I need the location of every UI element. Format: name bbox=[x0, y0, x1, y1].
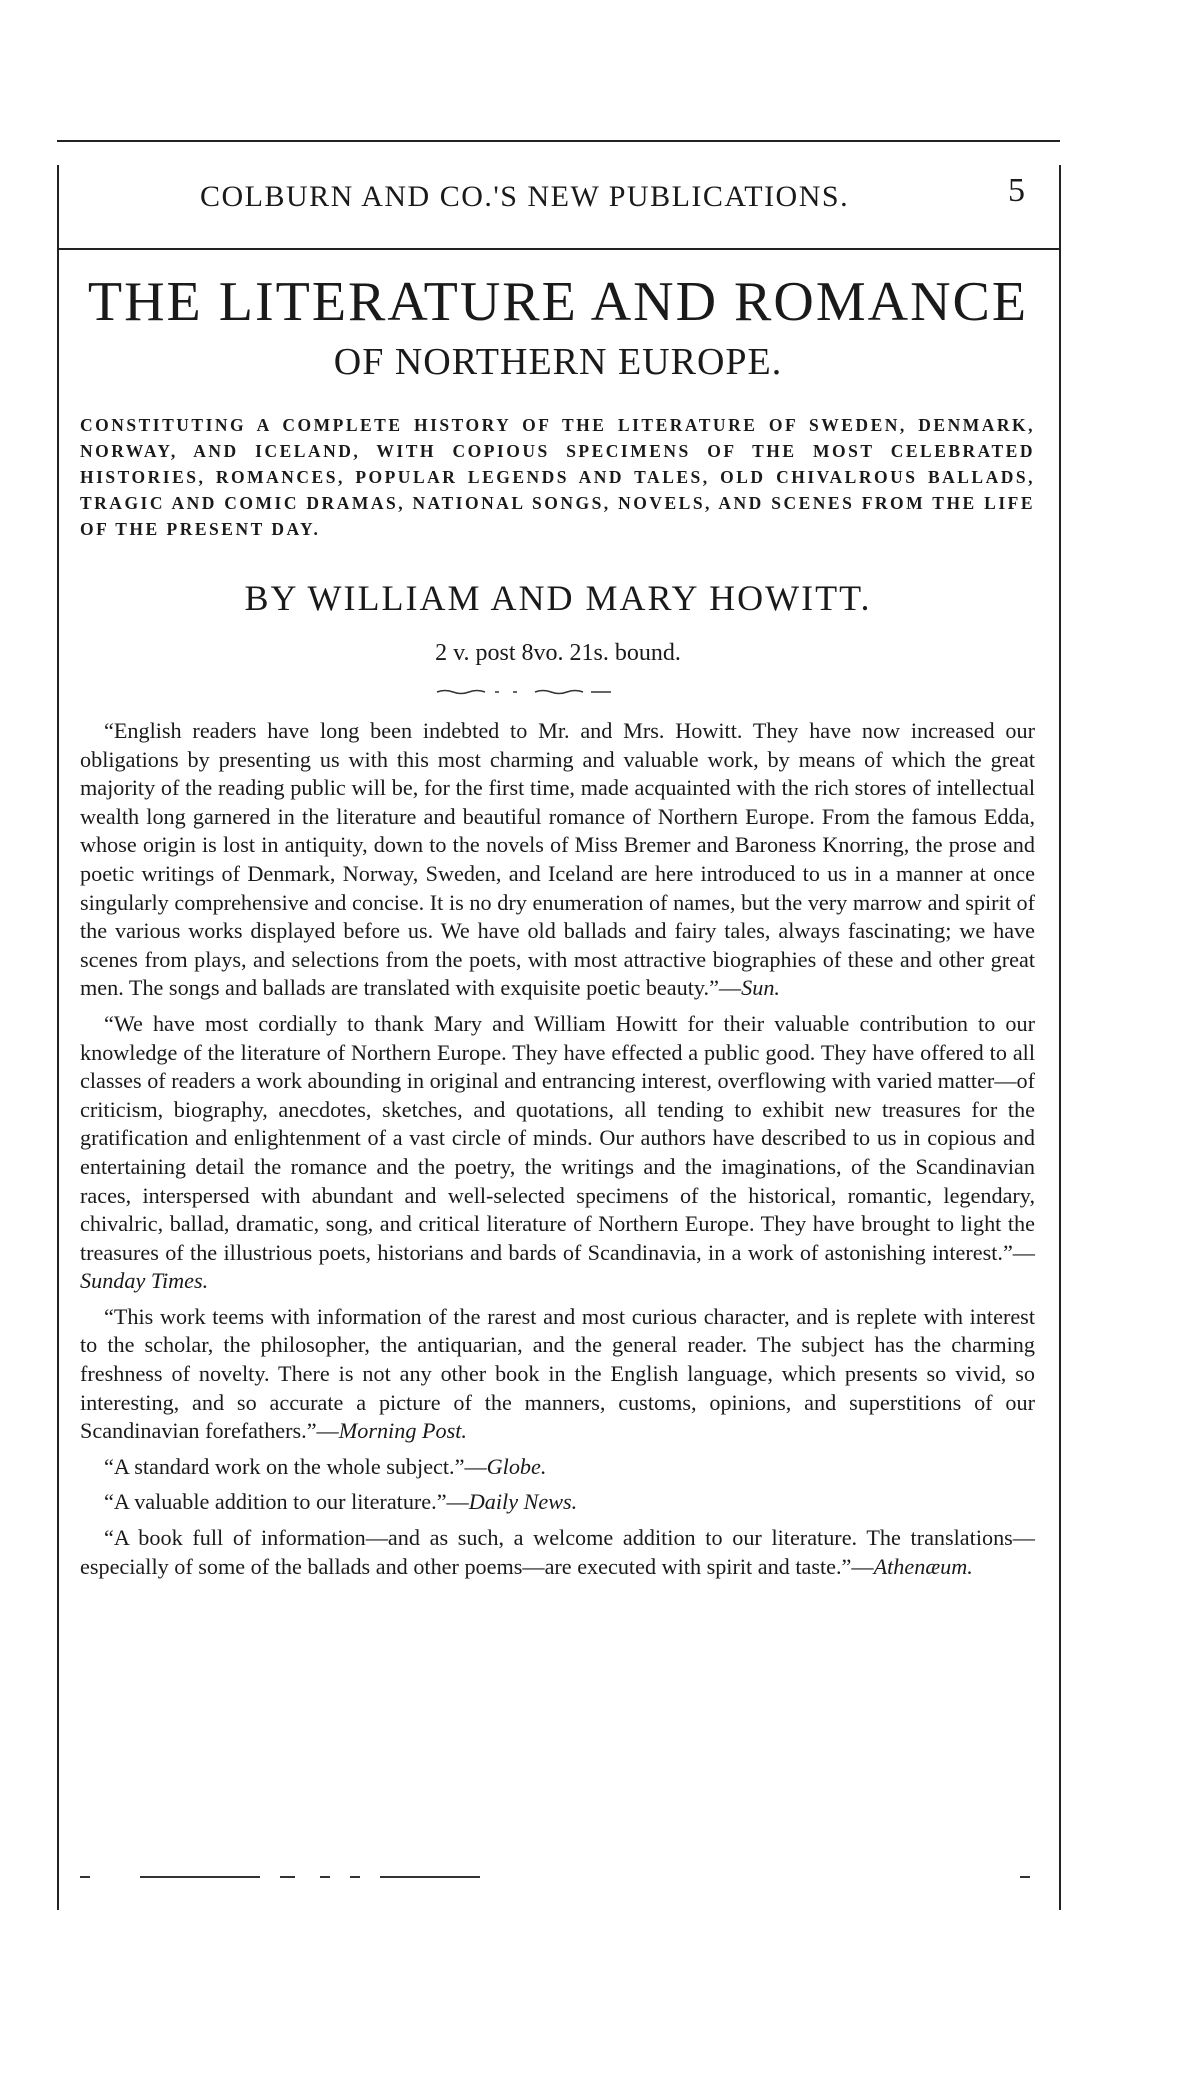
header-rule bbox=[57, 248, 1060, 250]
running-head: COLBURN AND CO.'S NEW PUBLICATIONS. bbox=[200, 180, 850, 213]
review-item: “A book full of information—and as such, a welcome addition to our literature. The translations—especially of some of the ballads and other poems—are executed with spirit and taste.”—Athenæum. bbox=[80, 1525, 1035, 1579]
review-source: Morning Post. bbox=[338, 1418, 467, 1444]
review-source: Globe. bbox=[486, 1453, 547, 1479]
review-item: “We have most cordially to thank Mary and William Howitt for their valuable contribution to our knowledge of the literature of Northern Europe. They have effected a public good. They have offered to all classes of readers a work abounding in original and entrancing interest, overflowing with varied matter—of criticism, biography, anecdotes, sketches, and quotations, all tending to exhibit new treasures for the gratification and enlightenment of a vast circle of minds. Our authors have described to us in copious and entertaining detail the romance and the poetry, the writings and the imaginations, of the Scandinavian races, interspersed with abundant and well-selected specimens of the historical, romantic, legendary, chivalric, ballad, dramatic, song, and critical literature of Northern Europe. They have brought to light the treasures of the illustrious poets, historians and bards of Scandinavia, in a work of astonishing interest.”—Sunday Times. bbox=[80, 1010, 1035, 1294]
book-title: THE LITERATURE AND ROMANCE bbox=[87, 271, 1029, 333]
book-subtitle: OF NORTHERN EUROPE. bbox=[333, 341, 783, 383]
review-item: “English readers have long been indebted to Mr. and Mrs. Howitt. They have now increased our obligations by presenting us with this most charming and valuable work, by means of which the great majority of the reading public will be, for the first time, made acquainted with the rich stores of intellectual wealth long garnered in the literature and beautiful romance of Northern Europe. From the famous Edda, whose origin is lost in antiquity, down to the novels of Miss Bremer and Baroness Knorring, the prose and poetic writings of Denmark, Norway, Sweden, and Iceland are here introduced to us in a manner at once singularly comprehensive and concise. It is no dry enumeration of names, but the very marrow and spirit of the various works displayed before us. We have old ballads and fairy tales, always fascinating; we have scenes from plays, and selections from the poets, with most attractive biographies of these and other great men. The songs and ballads are translated with exquisite poetic beauty.”—Sun. bbox=[80, 718, 1035, 1001]
reviews-section bbox=[80, 717, 1035, 1588]
review-item: “A standard work on the whole subject.”—Globe. bbox=[104, 1453, 547, 1479]
review-source: Daily News. bbox=[468, 1489, 578, 1515]
book-description: CONSTITUTING A COMPLETE HISTORY OF THE LITERATURE OF SWEDEN, DENMARK, NORWAY, AND ICELAND, WITH COPIOUS SPECIMENS OF THE MOST CELEBRATED HISTORIES, ROMANCES, POPULAR LEGENDS AND TALES, OLD CHIVALROUS BALLADS, TRAGIC AND COMIC DRAMAS, NATIONAL SONGS, NOVELS, AND SCENES FROM THE LIFE OF THE PRESENT DAY. bbox=[80, 415, 1035, 539]
review-item: “A valuable addition to our literature.”—Daily News. bbox=[104, 1489, 578, 1515]
ornament-divider bbox=[435, 688, 615, 696]
top-rule bbox=[57, 140, 1060, 142]
book-format-price: 2 v. post 8vo. 21s. bound. bbox=[435, 640, 681, 666]
review-source: Sunday Times. bbox=[80, 1268, 209, 1294]
page-number: 5 bbox=[1008, 172, 1025, 209]
book-byline: BY WILLIAM AND MARY HOWITT. bbox=[244, 578, 872, 618]
review-source: Sun. bbox=[741, 975, 780, 1001]
bottom-rule bbox=[80, 1875, 1030, 1879]
review-source: Athenæum. bbox=[873, 1553, 973, 1579]
review-item: “This work teems with information of the rarest and most curious character, and is replete with interest to the scholar, the philosopher, the antiquarian, and the general reader. The subject has the charming freshness of novelty. There is not any other book in the English language, which presents so vivid, so interesting, and so accurate a picture of the manners, customs, opinions, and superstitions of our Scandinavian forefathers.”—Morning Post. bbox=[80, 1303, 1035, 1444]
